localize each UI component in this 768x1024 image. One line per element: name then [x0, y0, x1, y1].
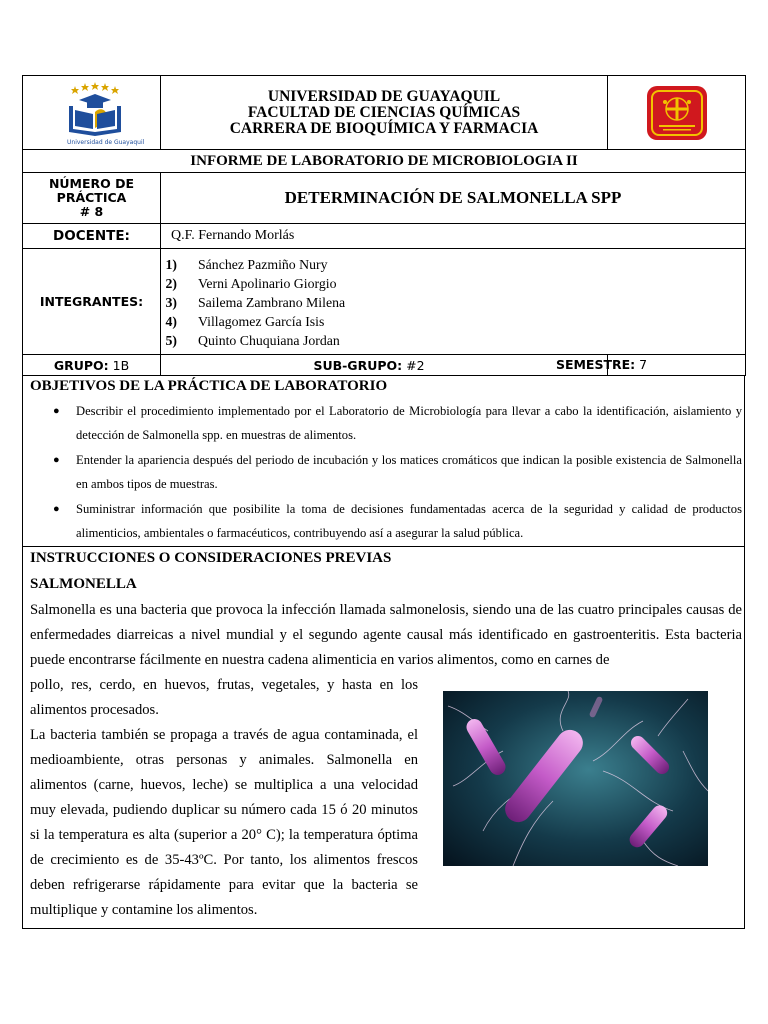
objective-item: [30, 399, 744, 447]
objective-text: Entender la apariencia después del periodo de incubación y los matices cromáticos que indican la posible existencia de Salmonella en ambos tipos de muestras.: [76, 453, 742, 491]
institution-title-cell: [161, 76, 608, 150]
career-name: CARRERA DE BIOQUÍMICA Y FARMACIA: [229, 119, 539, 137]
member-item: [161, 255, 745, 274]
faculty-name: FACULTAD DE CIENCIAS QUÍMICAS: [247, 103, 521, 121]
report-header-table: [22, 75, 746, 376]
member-name: Quinto Chuquiana Jordan: [198, 333, 340, 348]
semester-value: 7: [639, 357, 648, 372]
instructions-title: INSTRUCCIONES O CONSIDERACIONES PREVIAS: [30, 550, 392, 566]
objectives-list: [30, 399, 744, 545]
member-number: 4): [165, 314, 177, 329]
members-label: INTEGRANTES:: [23, 249, 161, 355]
semester-cell: [555, 355, 746, 376]
member-item: [161, 331, 745, 350]
practice-number-label-2: PRÁCTICA: [56, 190, 127, 205]
objective-text: Suministrar información que posibilite la toma de decisiones fundamentadas acerca de la seguridad y calidad de productos alimenticios, ambientales o farmacéuticos, contribuyendo así a asegurar la salud pública.: [76, 502, 742, 540]
member-name: Villagomez García Isis: [198, 314, 325, 329]
practice-number-cell: [23, 173, 161, 224]
salmonella-paragraph-2: pollo, res, cerdo, en huevos, frutas, vegetales, y hasta en los alimentos procesados.: [30, 677, 418, 718]
members-cell: [161, 249, 746, 355]
report-body: [22, 376, 745, 929]
members-list: [161, 249, 745, 354]
report-title: INFORME DE LABORATORIO DE MICROBIOLOGIA II: [23, 150, 746, 173]
subgroup-value: #2: [406, 357, 425, 373]
practice-title: DETERMINACIÓN DE SALMONELLA SPP: [161, 173, 746, 224]
member-name: Sánchez Pazmiño Nury: [198, 257, 328, 272]
salmonella-subtitle: SALMONELLA: [30, 576, 137, 592]
practice-number-label-1: NÚMERO DE: [48, 176, 135, 191]
semester-label: SEMESTRE:: [555, 357, 636, 372]
member-item: [161, 293, 745, 312]
group-label: GRUPO:: [53, 357, 109, 373]
salmonella-paragraph-1: Salmonella es una bacteria que provoca la infección llamada salmonelosis, siendo una de las cuatro principales causas de enfermedades diarreicas a nivel mundial y el segundo agente causal más identificado en gastroenteritis. Esta bacteria puede encontrarse fácilmente en nuestra cadena alimenticia en varios alimentos, como en carnes de: [30, 602, 742, 668]
salmonella-bacteria-image: [443, 691, 708, 866]
bullet-icon: ●: [53, 454, 60, 466]
faculty-logo: [645, 84, 709, 142]
practice-number-value: # 8: [79, 204, 104, 219]
member-name: Sailema Zambrano Milena: [198, 295, 346, 310]
objective-item: [30, 448, 744, 496]
left-logo-cell: [23, 76, 161, 150]
member-number: 5): [165, 333, 177, 348]
member-item: [161, 274, 745, 293]
university-guayaquil-logo: [23, 76, 161, 144]
report-sheet: [22, 75, 745, 929]
member-item: [161, 312, 745, 331]
right-logo-cell: [608, 76, 746, 150]
member-name: Verni Apolinario Giorgio: [198, 276, 337, 291]
bullet-icon: ●: [53, 405, 60, 417]
group-value: 1B: [112, 357, 130, 373]
subgroup-label: SUB-GRUPO:: [313, 357, 403, 373]
objective-text: Describir el procedimiento implementado por el Laboratorio de Microbiología para llevar a cabo la identificación, aislamiento y detección de Salmonella spp. en muestras de alimentos.: [76, 404, 742, 442]
objectives-title: OBJETIVOS DE LA PRÁCTICA DE LABORATORIO: [30, 378, 388, 394]
left-logo-caption: Universidad de Guayaquil: [67, 139, 145, 146]
university-name: UNIVERSIDAD DE GUAYAQUIL: [267, 87, 501, 105]
member-number: 1): [165, 257, 177, 272]
salmonella-paragraph-3: La bacteria también se propaga a través de agua contaminada, el medioambiente, otras personas y animales. Salmonella en alimentos (carne, huevos, leche) se multiplica a una velocidad muy elevada, pudiendo duplicar su número cada 15 ó 20 minutos si la temperatura es alta (superior a 20° C); la temperatura óptima de crecimiento es de 35-43ºC. Por tanto, los alimentos frescos deben refrigerarse rápidamente para evitar que la bacteria se multiplique y contamine los alimentos.: [30, 727, 418, 918]
teacher-value: Q.F. Fernando Morlás: [161, 224, 746, 249]
group-cell: [23, 355, 161, 376]
bullet-icon: ●: [53, 503, 60, 515]
teacher-label: DOCENTE:: [23, 224, 161, 249]
member-number: 2): [165, 276, 177, 291]
objective-item: [30, 497, 744, 545]
member-number: 3): [165, 295, 177, 310]
